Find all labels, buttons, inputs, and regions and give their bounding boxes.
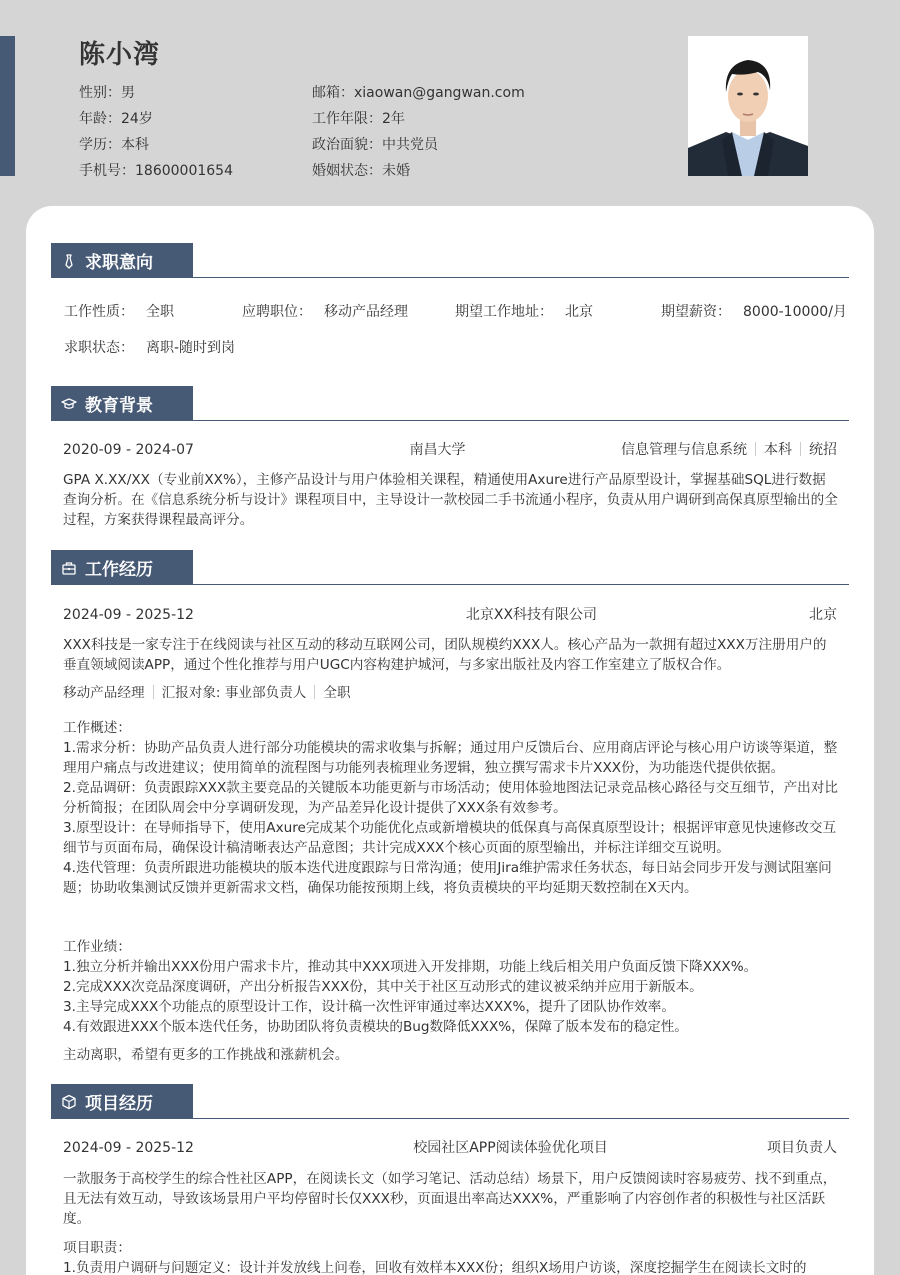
section-tab-education <box>51 386 193 421</box>
accent-bar <box>0 36 15 176</box>
work-achievements: 工作业绩： 1.独立分析并输出XXX份用户需求卡片，推动其中XXX项进入开发排期，功能上线后相关用户负面反馈下降XXX%。 2.完成XXX次竞品深度调研，产出分析报告XXX份，其中关于社区互动形式的建议被采纳并应用于新版本。 3.主导完成XXX个功能点的原型设计工作，设计稿一次性评审通过率达XXX%，提升了团队协作效率。 4.有效跟进XXX个版本迭代任务，协助团队将负责模块的Bug数降低XXX%，保障了版本发布的稳定性。 <box>63 937 839 1037</box>
overview-item: 1.需求分析：协助产品负责人进行部分功能模块的需求收集与拆解；通过用户反馈后台、应用商店评论与核心用户访谈等渠道，整理用户痛点与改进建议；使用简单的流程图与功能列表梳理业务逻辑，独立撰写需求卡片XXX份，为功能迭代提供依据。 <box>63 740 838 776</box>
work-role-line: 移动产品经理 汇报对象: 事业部负责人 全职 <box>63 685 351 701</box>
person-photo-icon <box>688 36 808 176</box>
overview-item: 4.迭代管理：负责所跟进功能模块的版本迭代进度跟踪与日常沟通；使用Jira维护需求任务状态，每日站会同步开发与测试阻塞问题；协助收集测试反馈并更新需求文档，确保功能按预期上线，将负责模块的平均延期天数控制在X天内。 <box>63 860 832 896</box>
project-role: 项目负责人 <box>766 1140 837 1156</box>
education-details: 信息管理与信息系统 本科 统招 <box>620 442 837 458</box>
overview-item: 2.竞品调研：负责跟踪XXX款主要竞品的关键版本功能更新与市场活动；使用体验地图法记录竞品核心路径与交互细节，产出对比分析简报；在团队周会中分享调研发现，为产品差异化设计提供了XXX条有效参考。 <box>63 780 838 816</box>
section-tab-project <box>51 1084 193 1119</box>
work-company: 北京XX科技有限公司 <box>465 607 598 623</box>
intent-work-type: 工作性质： 全职 <box>64 304 174 320</box>
intent-position: 应聘职位： 移动产品经理 <box>242 304 408 320</box>
achievement-item: 4.有效跟进XXX个版本迭代任务，协助团队将负责模块的Bug数降低XXX%，保障了版本发布的稳定性。 <box>63 1019 688 1035</box>
section-title-work: 工作经历 <box>85 560 153 580</box>
divider <box>314 685 315 699</box>
project-period: 2024-09 - 2025-12 <box>63 1140 194 1156</box>
graduation-cap-icon <box>61 396 77 412</box>
cube-icon <box>61 1094 77 1110</box>
section-header-project <box>51 1084 849 1119</box>
section-tab-work <box>51 550 193 585</box>
info-political: 政治面貌：中共党员 <box>312 137 438 153</box>
education-description: GPA X.XX/XX（专业前XX%），主修产品设计与用户体验相关课程，精通使用Axure进行产品原型设计，掌握基础SQL进行数据查询分析。在《信息系统分析与设计》课程项目中，主导设计一款校园二手书流通小程序，负责从用户调研到高保真原型输出的全过程，方案获得课程最高评分。 <box>63 472 838 528</box>
candidate-name: 陈小湾 <box>79 40 161 70</box>
project-description: 一款服务于高校学生的综合性社区APP，在阅读长文（如学习笔记、活动总结）场景下，用户反馈阅读时容易疲劳、找不到重点，且无法有效互动，导致该场景用户平均停留时长仅XXX秒，页面退出率高达XXX%，严重影响了内容创作者的积极性与社区活跃度。 <box>63 1171 837 1227</box>
education-period: 2020-09 - 2024-07 <box>63 442 194 458</box>
section-header-education <box>51 386 849 421</box>
work-overview: 工作概述： 1.需求分析：协助产品负责人进行部分功能模块的需求收集与拆解；通过用户反馈后台、应用商店评论与核心用户访谈等渠道，整理用户痛点与改进建议；使用简单的流程图与功能列表梳理业务逻辑，独立撰写需求卡片XXX份，为功能迭代提供依据。 2.竞品调研：负责跟踪XXX款主要竞品的关键版本功能更新与市场活动；使用体验地图法记录竞品核心路径与交互细节，产出对比分析简报；在团队周会中分享调研发现，为产品差异化设计提供了XXX条有效参考。 3.原型设计：在导师指导下，使用Axure完成某个功能优化点或新增模块的低保真与高保真原型设计；根据评审意见快速修改交互细节与页面布局，确保设计稿清晰表达产品意图；共计完成XXX个核心页面的原型输出，并标注详细交互说明。 4.迭代管理：负责所跟进功能模块的版本迭代进度跟踪与日常沟通；使用Jira维护需求任务状态，每日站会同步开发与测试阻塞问题；协助收集测试反馈并更新需求文档，确保功能按预期上线，将负责模块的平均延期天数控制在X天内。 <box>63 720 838 896</box>
section-header-intent <box>51 243 849 278</box>
info-phone: 手机号：18600001654 <box>79 163 233 179</box>
info-work-years: 工作年限：2年 <box>312 111 405 127</box>
profile-photo <box>688 36 808 176</box>
section-title-education: 教育背景 <box>85 396 153 416</box>
education-school: 南昌大学 <box>409 442 466 458</box>
overview-item: 3.原型设计：在导师指导下，使用Axure完成某个功能优化点或新增模块的低保真与高保真原型设计；根据评审意见快速修改交互细节与页面布局，确保设计稿清晰表达产品意图；共计完成XXX个核心页面的原型输出，并标注详细交互说明。 <box>63 820 837 856</box>
intent-salary: 期望薪资： 8000-10000/月 <box>661 304 847 320</box>
project-row <box>63 1139 837 1157</box>
section-header-work <box>51 550 849 585</box>
resume-card <box>26 206 874 1275</box>
profile-header <box>79 38 639 179</box>
work-period: 2024-09 - 2025-12 <box>63 607 194 623</box>
intent-status: 求职状态： 离职-随时到岗 <box>64 340 236 356</box>
divider <box>153 685 154 699</box>
project-duties: 项目职责： 1.负责用户调研与问题定义：设计并发放线上问卷，回收有效样本XXX份；组织X场用户访谈，深度挖掘学生在阅读长文时的 <box>63 1238 839 1275</box>
work-company-intro: XXX科技是一家专注于在线阅读与社区互动的移动互联网公司，团队规模约XXX人。核心产品为一款拥有超过XXX万注册用户的垂直领域阅读APP，通过个性化推荐与用户UGC内容构建护城河，与多家出版社及内容工作室建立了版权合作。 <box>63 637 827 673</box>
section-tab-intent <box>51 243 193 278</box>
info-email: 邮箱：xiaowan@gangwan.com <box>312 85 525 101</box>
info-marital: 婚姻状态：未婚 <box>312 163 410 179</box>
work-city: 北京 <box>808 607 837 623</box>
divider <box>755 442 756 456</box>
info-gender: 性别：男 <box>79 85 135 101</box>
duty-item: 1.负责用户调研与问题定义：设计并发放线上问卷，回收有效样本XXX份；组织X场用户访谈，深度挖掘学生在阅读长文时的 <box>63 1260 807 1275</box>
work-row <box>63 606 837 624</box>
section-title-project: 项目经历 <box>85 1094 153 1114</box>
achievement-item: 1.独立分析并输出XXX份用户需求卡片，推动其中XXX项进入开发排期，功能上线后相关用户负面反馈下降XXX%。 <box>63 959 758 975</box>
section-title-intent: 求职意向 <box>85 253 153 273</box>
education-row <box>63 441 837 459</box>
work-leave-reason: 主动离职，希望有更多的工作挑战和涨薪机会。 <box>63 1047 349 1063</box>
briefcase-icon <box>61 560 77 576</box>
info-age: 年龄：24岁 <box>79 111 153 127</box>
achievement-item: 3.主导完成XXX个功能点的原型设计工作，设计稿一次性评审通过率达XXX%，提升了团队协作效率。 <box>63 999 675 1015</box>
project-name: 校园社区APP阅读体验优化项目 <box>413 1140 608 1156</box>
divider <box>800 442 801 456</box>
achievement-item: 2.完成XXX次竞品深度调研，产出分析报告XXX份，其中关于社区互动形式的建议被采纳并应用于新版本。 <box>63 979 703 995</box>
intent-location: 期望工作地址： 北京 <box>455 304 593 320</box>
info-education: 学历：本科 <box>79 137 149 153</box>
tie-icon <box>61 253 77 269</box>
